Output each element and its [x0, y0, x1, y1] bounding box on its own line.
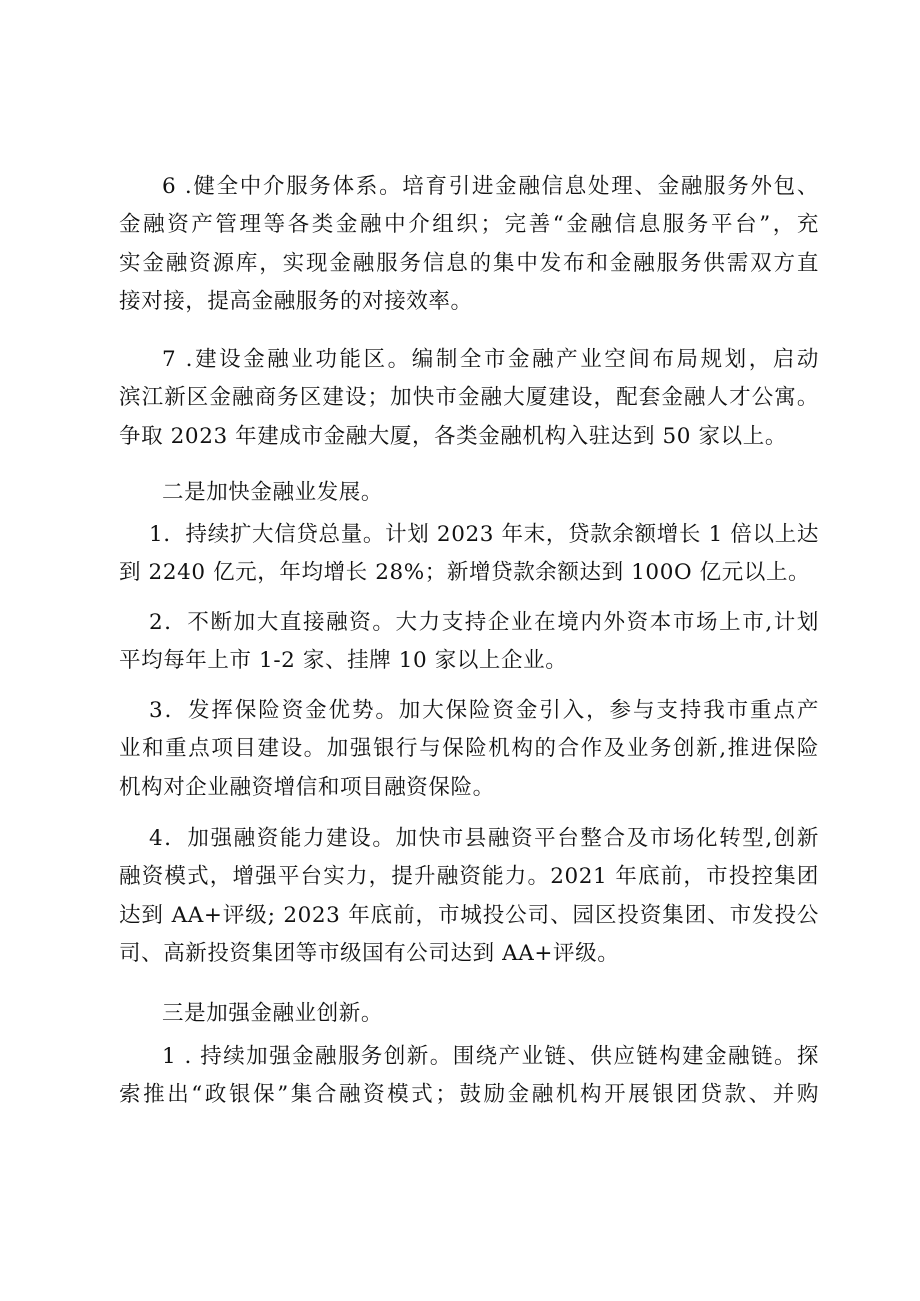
- paragraph-line: 索推出“政银保”集合融资模式；鼓励金融机构开展银团贷款、并购: [119, 1082, 819, 1108]
- paragraph-line: 2．不断加大直接融资。大力支持企业在境内外资本市场上市,计划: [149, 610, 819, 635]
- paragraph-line: 业和重点项目建设。加强银行与保险机构的合作及业务创新,推进保险: [119, 736, 819, 762]
- paragraph-line: 接对接，提高金融服务的对接效率。: [119, 289, 473, 315]
- paragraph-line: 争取 2023 年建成市金融大厦，各类金融机构入驻达到 50 家以上。: [119, 423, 787, 449]
- paragraph-6: [119, 168, 819, 322]
- paragraph-2-4: [119, 820, 819, 974]
- paragraph-3-1: [119, 1038, 819, 1115]
- paragraph-line: 3．发挥保险资金优势。加大保险资金引入，参与支持我市重点产: [149, 698, 819, 723]
- paragraph-7: [119, 341, 819, 456]
- paragraph-line: 平均每年上市 1-2 家、挂牌 10 家以上企业。: [119, 648, 568, 674]
- paragraph-2-1: [119, 516, 819, 593]
- section-heading-3: [119, 995, 819, 1033]
- paragraph-line: 6 .健全中介服务体系。培育引进金融信息处理、金融服务外包、: [162, 174, 819, 199]
- paragraph-line: 司、高新投资集团等市级国有公司达到 AA+评级。: [119, 941, 620, 967]
- paragraph-line: 1 . 持续加强金融服务创新。围绕产业链、供应链构建金融链。探: [162, 1044, 819, 1069]
- paragraph-line: 7 .建设金融业功能区。编制全市金融产业空间布局规划，启动: [162, 347, 819, 372]
- section-heading-2: [119, 474, 819, 512]
- paragraph-line: 金融资产管理等各类金融中介组织；完善“金融信息服务平台”，充: [119, 212, 819, 238]
- paragraph-line: 实金融资源库，实现金融服务信息的集中发布和金融服务供需双方直: [119, 250, 819, 276]
- paragraph-line: 4．加强融资能力建设。加快市县融资平台整合及市场化转型,创新: [149, 826, 819, 851]
- paragraph-line: 达到 AA+评级; 2023 年底前，市城投公司、园区投资集团、市发投公: [119, 902, 819, 928]
- paragraph-2-3: [119, 692, 819, 807]
- section-heading-text: 二是加快金融业发展。: [162, 480, 384, 505]
- paragraph-line: 1．持续扩大信贷总量。计划 2023 年末，贷款余额增长 1 倍以上达: [149, 522, 819, 547]
- section-heading-text: 三是加强金融业创新。: [162, 1001, 384, 1026]
- paragraph-line: 机构对企业融资增信和项目融资保险。: [119, 774, 495, 800]
- paragraph-line: 到 2240 亿元，年均增长 28%；新增贷款余额达到 100O 亿元以上。: [119, 560, 811, 586]
- paragraph-line: 滨江新区金融商务区建设；加快市金融大厦建设，配套金融人才公寓。: [119, 385, 819, 411]
- paragraph-2-2: [119, 604, 819, 681]
- paragraph-line: 融资模式，增强平台实力，提升融资能力。2021 年底前，市投控集团: [119, 864, 819, 890]
